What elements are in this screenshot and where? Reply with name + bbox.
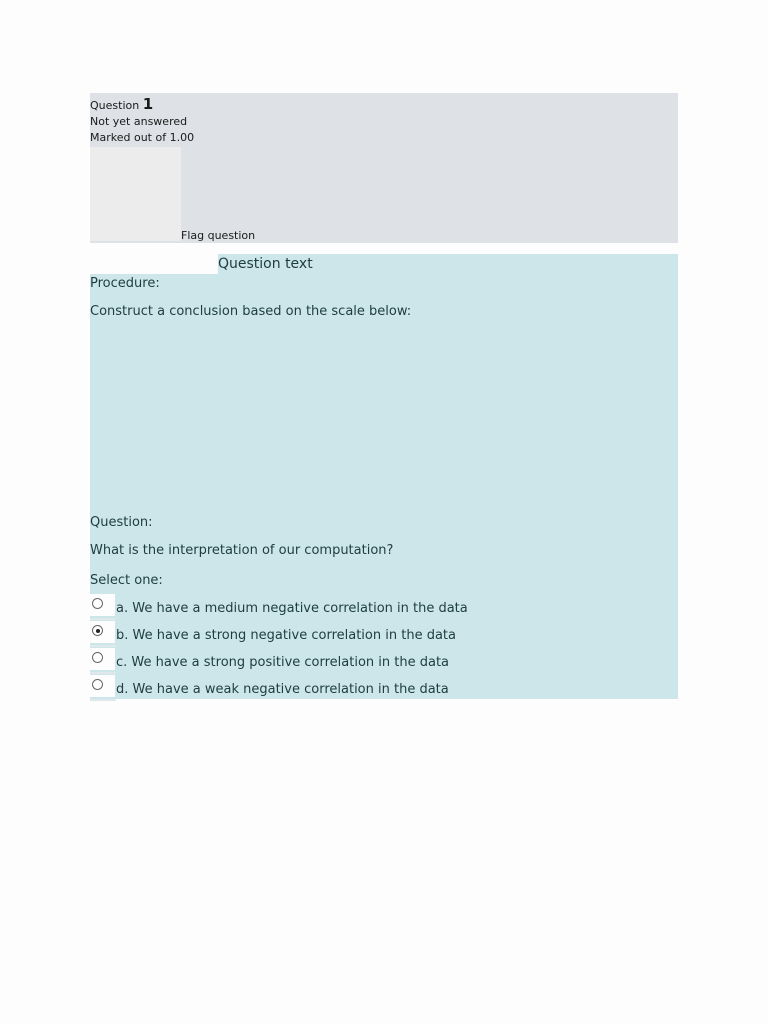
question-status: Not yet answered [90, 115, 188, 128]
radio-button-c[interactable] [92, 652, 103, 663]
option-divider [90, 699, 116, 701]
radio-cell [90, 594, 115, 616]
radio-button-d[interactable] [92, 679, 103, 690]
question-content-panel [90, 254, 678, 699]
question-text-header-spacer [90, 254, 218, 274]
answer-option-label[interactable]: b. We have a strong negative correlation in the data [116, 628, 456, 643]
instruction-text: Construct a conclusion based on the scale below: [90, 304, 412, 319]
radio-button-b[interactable] [92, 625, 103, 636]
question-number: 1 [142, 95, 154, 113]
procedure-label: Procedure: [90, 276, 160, 291]
question-text-title: Question text [218, 256, 313, 272]
option-divider [90, 618, 116, 620]
answer-option-a[interactable] [90, 594, 678, 620]
question-prompt: What is the interpretation of our computation? [90, 543, 394, 558]
question-info-text [90, 96, 194, 146]
radio-button-a[interactable] [92, 598, 103, 609]
radio-cell [90, 621, 115, 643]
radio-cell [90, 648, 115, 670]
option-divider [90, 645, 116, 647]
question-label-text: Question: [90, 515, 153, 530]
flag-question-link[interactable]: Flag question [181, 229, 256, 242]
radio-cell [90, 675, 115, 697]
question-info-panel [90, 93, 678, 243]
answer-option-label[interactable]: c. We have a strong positive correlation in the data [116, 655, 450, 670]
flag-question-box[interactable] [90, 147, 181, 241]
question-marks: Marked out of 1.00 [90, 131, 195, 144]
option-divider [90, 672, 116, 674]
answer-option-c[interactable] [90, 648, 678, 674]
answer-option-d[interactable] [90, 675, 678, 701]
answer-option-b[interactable] [90, 621, 678, 647]
answer-option-label[interactable]: d. We have a weak negative correlation in the data [116, 682, 449, 697]
question-number-line [90, 96, 194, 114]
answer-option-label[interactable]: a. We have a medium negative correlation in the data [116, 601, 468, 616]
question-label: Question [90, 99, 140, 112]
select-one-label: Select one: [90, 573, 163, 588]
